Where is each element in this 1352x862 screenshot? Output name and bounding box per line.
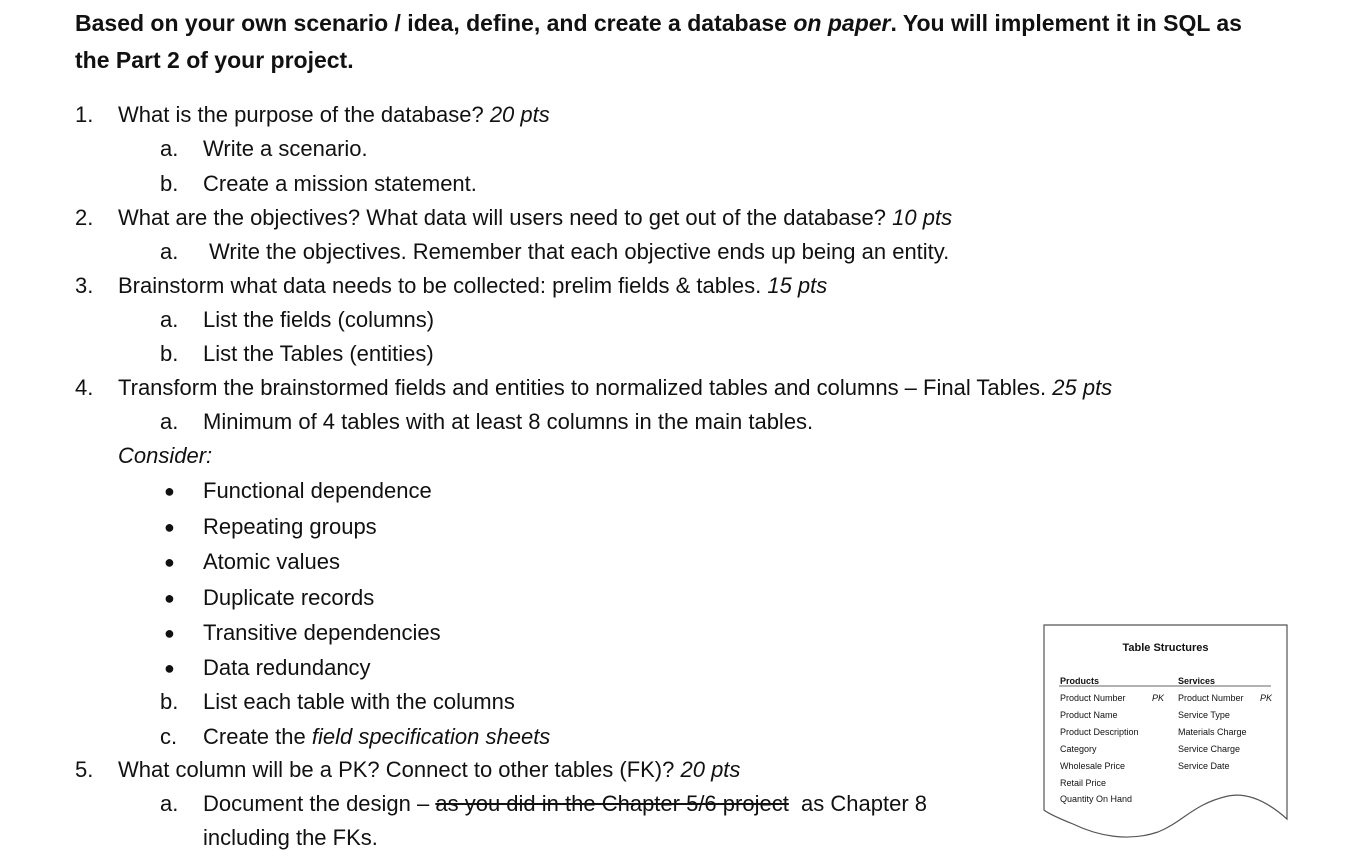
field-row: Product Number (1178, 693, 1244, 703)
bullet-text: Duplicate records (203, 585, 375, 610)
sub-letter: a. (160, 307, 179, 332)
bullet-text: Transitive dependencies (203, 620, 441, 645)
sub-text: Create a mission statement. (203, 171, 477, 196)
sub-letter: a. (160, 136, 179, 161)
item-text: What column will be a PK? Connect to other tables (FK)? 20 pts (118, 757, 741, 782)
sub-text: Write the objectives. Remember that each objective ends up being an entity. (209, 239, 950, 264)
field-row: Service Type (1178, 710, 1230, 720)
item-points: 20 pts (680, 757, 741, 782)
sub-text: List the Tables (entities) (203, 341, 434, 366)
field-row: Category (1060, 744, 1097, 754)
sub-letter: b. (160, 341, 179, 366)
bullet-text: Atomic values (203, 549, 340, 574)
sub-text: Write a scenario. (203, 136, 368, 161)
sub-text: Minimum of 4 tables with at least 8 columns in the main tables. (203, 409, 814, 434)
item-number: 2. (75, 205, 94, 230)
sub-letter: b. (160, 689, 179, 714)
sub-letter: a. (160, 409, 179, 434)
item-points: 25 pts (1052, 375, 1113, 400)
bullet-icon: ● (164, 658, 175, 678)
item-number: 5. (75, 757, 94, 782)
bullet-icon: ● (164, 481, 175, 501)
field-row: Product Number (1060, 693, 1126, 703)
field-row: Service Charge (1178, 744, 1241, 754)
bullet-icon: ● (164, 552, 175, 572)
sub-letter: a. (160, 791, 179, 816)
item-points: 15 pts (767, 273, 828, 298)
table-name-products: Products (1060, 676, 1100, 686)
item-number: 4. (75, 375, 94, 400)
heading-text-end: . You will implement it in SQL as (890, 10, 1242, 36)
item-text: Brainstorm what data needs to be collected: prelim fields & tables. 15 pts (118, 273, 828, 298)
table-structures-figure (1043, 624, 1288, 839)
bullet-icon: ● (164, 517, 175, 537)
bullet-text: Functional dependence (203, 478, 432, 503)
sub-text: List the fields (columns) (203, 307, 435, 332)
field-row: Product Description (1060, 727, 1139, 737)
sub-letter: b. (160, 171, 179, 196)
heading-line-2: the Part 2 of your project. (75, 47, 354, 73)
field-row: Wholesale Price (1060, 761, 1126, 771)
field-row: Service Date (1178, 761, 1230, 771)
field-row: Materials Charge (1178, 727, 1247, 737)
pk-label: PK (1152, 693, 1165, 703)
table-name-services: Services (1178, 676, 1216, 686)
sub-letter: a. (160, 239, 179, 264)
sub-text: Create the field specification sheets (203, 724, 551, 749)
field-row: Retail Price (1060, 778, 1107, 788)
pk-label: PK (1260, 693, 1273, 703)
item-points: 10 pts (892, 205, 953, 230)
item-text: Transform the brainstormed fields and entities to normalized tables and columns – Final Tables. 25 pts (118, 375, 1113, 400)
item-text: What is the purpose of the database? 20 pts (118, 102, 550, 127)
sub-text: List each table with the columns (203, 689, 515, 714)
item-number: 3. (75, 273, 94, 298)
field-row: Quantity On Hand (1060, 794, 1133, 804)
bullet-icon: ● (164, 623, 175, 643)
heading-emphasis: on paper (793, 10, 891, 36)
item-text: What are the objectives? What data will users need to get out of the database? 10 pts (118, 205, 953, 230)
struck-text: as you did in the Chapter 5/6 project (435, 791, 789, 816)
item-number: 1. (75, 102, 94, 127)
sub-text: Document the design – as you did in the Chapter 5/6 project as Chapter 8 (203, 791, 928, 816)
bullet-text: Data redundancy (203, 655, 371, 680)
sub-text-continued: including the FKs. (203, 825, 378, 850)
sub-letter: c. (160, 724, 178, 749)
item-points: 20 pts (489, 102, 550, 127)
field-row: Product Name (1060, 710, 1118, 720)
bullet-text: Repeating groups (203, 514, 377, 539)
figure-title: Table Structures (1122, 642, 1209, 654)
consider-label: Consider: (118, 443, 213, 468)
heading-text: Based on your own scenario / idea, define, and create a database (75, 10, 794, 36)
sub-text-emphasis: field specification sheets (311, 724, 551, 749)
heading-line-1 (75, 10, 1242, 37)
bullet-icon: ● (164, 588, 175, 608)
